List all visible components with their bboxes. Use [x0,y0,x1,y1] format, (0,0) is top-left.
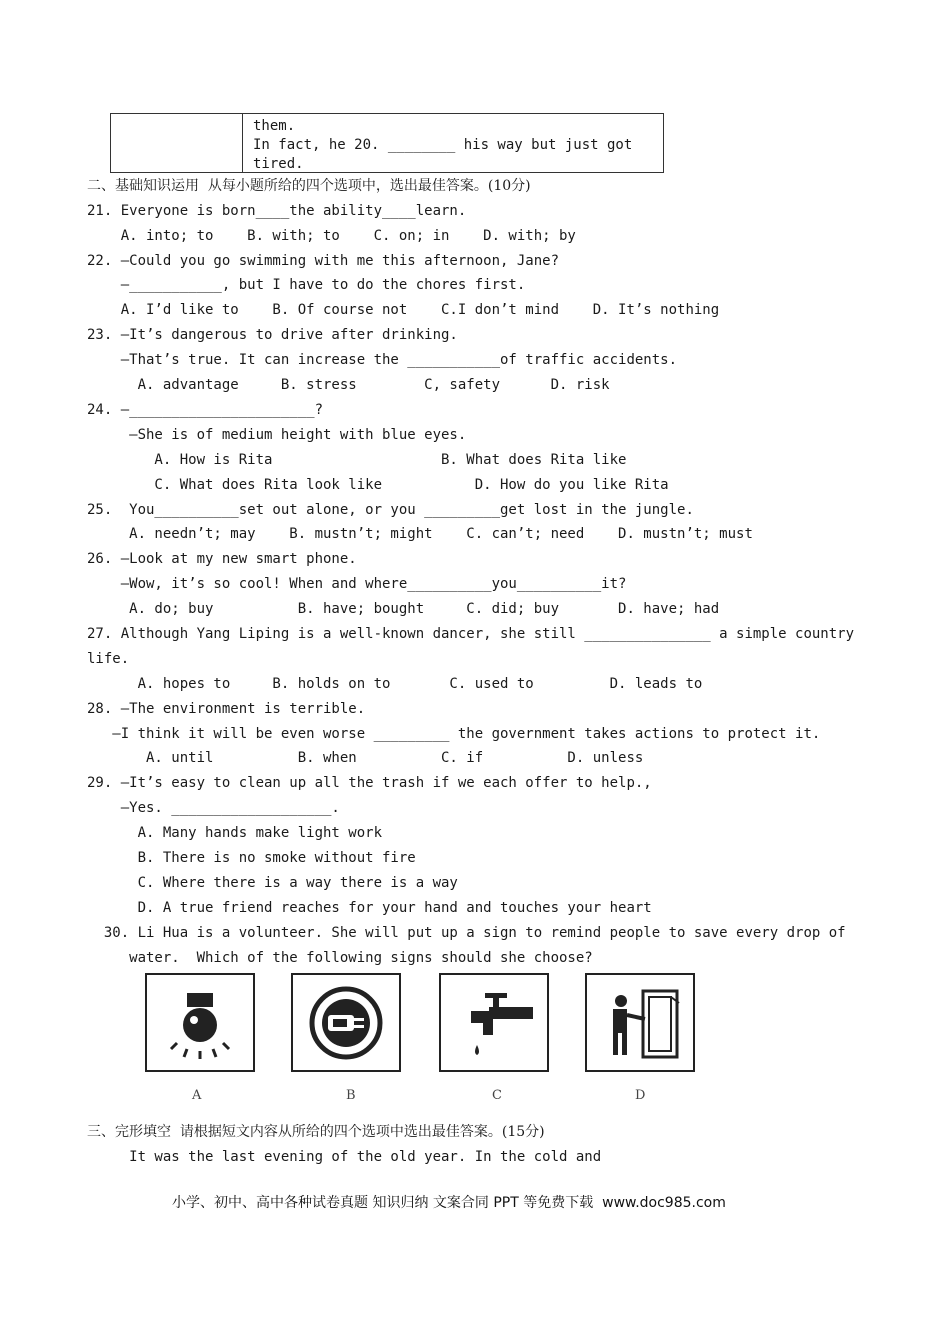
question-line: 28. —The environment is terrible. [87,701,366,717]
question-option: C. Where there is a way there is a way [87,875,458,891]
question-line: —Wow, it’s so cool! When and where__________you__________it? [87,576,627,592]
page-footer: 小学、初中、高中各种试卷真题 知识归纳 文案合同 PPT 等免费下载 www.doc985.com [172,1195,726,1211]
table-line: In fact, he 20. ________ his way but just got [253,137,633,153]
question-line: 29. —It’s easy to clean up all the trash if we each offer to help., [87,775,652,791]
sign-label: B [346,1088,356,1103]
table-line: tired. [253,156,304,172]
light-bulb-icon [145,973,255,1072]
question-line: 25. You__________set out alone, or you _________get lost in the jungle. [87,502,694,518]
question-line: —Yes. ___________________. [87,800,340,816]
question-line: water. Which of the following signs should she choose? [87,950,593,966]
question-options: C. What does Rita look like D. How do you like Rita [87,477,669,493]
question-line: 24. —______________________? [87,402,324,418]
person-door-icon [585,973,695,1072]
question-line: —I think it will be even worse _________ the government takes actions to protect it. [87,726,821,742]
question-line: —___________, but I have to do the chores first. [87,277,526,293]
question-line: —That’s true. It can increase the ___________of traffic accidents. [87,352,678,368]
passage-line: It was the last evening of the old year. In the cold and [87,1149,602,1165]
question-options: A. I’d like to B. Of course not C.I don’t mind D. It’s nothing [87,302,720,318]
question-option: D. A true friend reaches for your hand and touches your heart [87,900,652,916]
table-divider [242,114,243,172]
question-options: A. advantage B. stress C, safety D. risk [87,377,610,393]
question-line: 21. Everyone is born____the ability____learn. [87,203,467,219]
question-options: A. into; to B. with; to C. on; in D. with; by [87,228,576,244]
sign-label: C [492,1088,502,1103]
question-option: A. Many hands make light work [87,825,383,841]
question-line: life. [87,651,130,667]
section-heading: 二、基础知识运用 从每小题所给的四个选项中，选出最佳答案。(10分) [87,178,531,194]
question-options: A. How is Rita B. What does Rita like [87,452,627,468]
question-options: A. hopes to B. holds on to C. used to D. leads to [87,676,703,692]
question-options: A. needn’t; may B. mustn’t; might C. can’t; need D. mustn’t; must [87,526,753,542]
question-line: —She is of medium height with blue eyes. [87,427,467,443]
question-options: A. do; buy B. have; bought C. did; buy D. have; had [87,601,720,617]
question-option: B. There is no smoke without fire [87,850,416,866]
section-heading: 三、完形填空 请根据短文内容从所给的四个选项中选出最佳答案。(15分) [87,1124,545,1140]
question-line: 23. —It’s dangerous to drive after drinking. [87,327,458,343]
question-line: 22. —Could you go swimming with me this afternoon, Jane? [87,253,560,269]
question-options: A. until B. when C. if D. unless [87,750,644,766]
table-line: them. [253,118,296,134]
sign-label: A [192,1088,202,1103]
plug-socket-icon [291,973,401,1072]
question-line: 27. Although Yang Liping is a well-known dancer, she still _______________ a simple country [87,626,855,642]
sign-label: D [635,1088,646,1103]
question-line: 26. —Look at my new smart phone. [87,551,357,567]
question-line: 30. Li Hua is a volunteer. She will put up a sign to remind people to save every drop of [87,925,846,941]
water-tap-icon [439,973,549,1072]
